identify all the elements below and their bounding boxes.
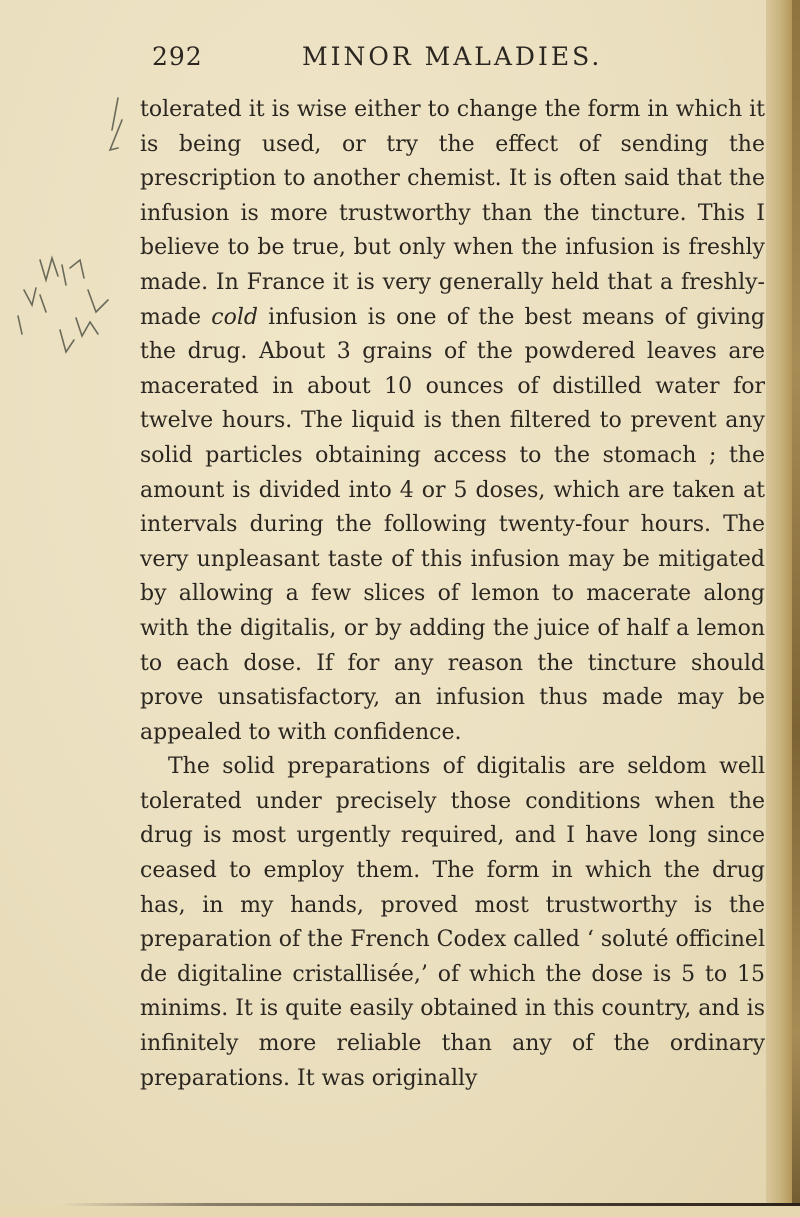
emphasis-cold: cold xyxy=(211,304,258,330)
bottom-margin xyxy=(0,1206,800,1217)
body-text xyxy=(140,93,765,1096)
margin-pencil-marks xyxy=(0,90,150,390)
paragraph-2: The solid preparations of digitalis are seldom well tolerated under precisely those conditions when the drug is most urgently required, and I have long since ceased to employ them. The form in which the drug has, in my hands, proved most trustworthy is the preparation of the French Codex called ‘ soluté officinel de digitaline cristallisée,’ of which the dose is 5 to 15 minims. It is quite easily obtained in this country, and is infinitely more reliable than any of the ordinary preparations. It was originally xyxy=(140,754,765,1091)
page-edge-shadow xyxy=(766,0,800,1217)
running-head: MINOR MALADIES. xyxy=(302,42,603,71)
page-header xyxy=(152,42,762,82)
paragraph-1 xyxy=(140,93,765,750)
paragraph-1-text-a: tolerated it is wise either to change the form in which it is being used, or try the effect of sending the prescription to another chemist. It is often said that the infusion is more trustworthy than the tincture. This I believe to be true, but only when the infusion is freshly made. In France it is very generally held that a freshly-made xyxy=(140,97,765,330)
page-number: 292 xyxy=(152,42,203,71)
paragraph-1-text-b: infusion is one of the best means of giving the drug. About 3 grains of the powdered leaves are macerated in about 10 ounces of distilled water for twelve hours. The liquid is then filtered to prevent any solid particles obtaining access to the stomach ; the amount is divided into 4 or 5 doses, which are taken at intervals during the following twenty-four hours. The very unpleasant taste of this infusion may be mitigated by allowing a few slices of lemon to macerate along with the digitalis, or by adding the juice of half a lemon to each dose. If for any reason the tincture should prove unsatisfactory, an infusion thus made may be appealed to with confidence. xyxy=(140,304,765,745)
